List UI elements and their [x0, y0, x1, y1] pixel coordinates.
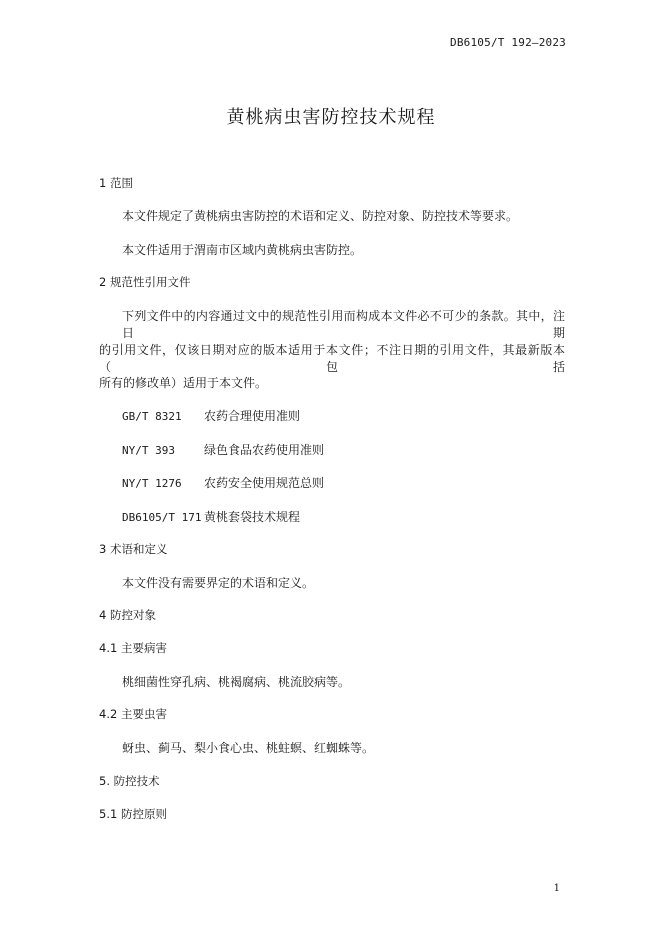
section-4-2-heading: 4.2 主要虫害: [99, 707, 167, 721]
standard-code: DB6105/T 192—2023: [450, 36, 566, 49]
reference-code: GB/T 8321: [122, 410, 182, 423]
section-1-heading: 1 范围: [99, 176, 133, 190]
section-5-heading: 5. 防控技术: [99, 774, 160, 788]
section-2-paragraph-line-2: 的引用文件，仅该日期对应的版本适用于本文件；不注日期的引用文件，其最新版本（包括: [99, 343, 565, 374]
section-3-paragraph: 本文件没有需要界定的术语和定义。: [122, 576, 315, 590]
reference-name: 农药合理使用准则: [204, 409, 301, 423]
section-1-paragraph-2: 本文件适用于渭南市区域内黄桃病虫害防控。: [122, 243, 363, 257]
section-1-paragraph-1: 本文件规定了黄桃病虫害防控的术语和定义、防控对象、防控技术等要求。: [122, 209, 519, 223]
reference-item: [122, 407, 300, 424]
section-5-1-heading: 5.1 防控原则: [99, 807, 167, 821]
reference-name: 农药安全使用规范总则: [204, 476, 325, 490]
section-3-heading: 3 术语和定义: [99, 542, 168, 556]
section-2-paragraph-line-3: 所有的修改单）适用于本文件。: [99, 376, 268, 390]
reference-name: 黄桃套袋技术规程: [204, 510, 301, 524]
reference-item: [122, 508, 300, 525]
reference-code: NY/T 393: [122, 444, 175, 457]
page-number: 1: [553, 883, 560, 894]
section-4-2-paragraph: 蚜虫、蓟马、梨小食心虫、桃蛀螟、红蜘蛛等。: [122, 741, 375, 755]
reference-item: [122, 474, 324, 491]
section-4-1-heading: 4.1 主要病害: [99, 641, 167, 655]
reference-name: 绿色食品农药使用准则: [204, 443, 325, 457]
reference-code: NY/T 1276: [122, 477, 182, 490]
reference-item: [122, 441, 324, 458]
reference-code: DB6105/T 171: [122, 511, 202, 524]
section-4-1-paragraph: 桃细菌性穿孔病、桃褐腐病、桃流胶病等。: [122, 675, 351, 689]
section-2-paragraph-line-1: 下列文件中的内容通过文中的规范性引用而构成本文件必不可少的条款。其中，注日期: [122, 309, 565, 340]
section-4-heading: 4 防控对象: [99, 608, 156, 622]
section-2-heading: 2 规范性引用文件: [99, 275, 191, 289]
document-title: 黄桃病虫害防控技术规程: [226, 107, 436, 128]
